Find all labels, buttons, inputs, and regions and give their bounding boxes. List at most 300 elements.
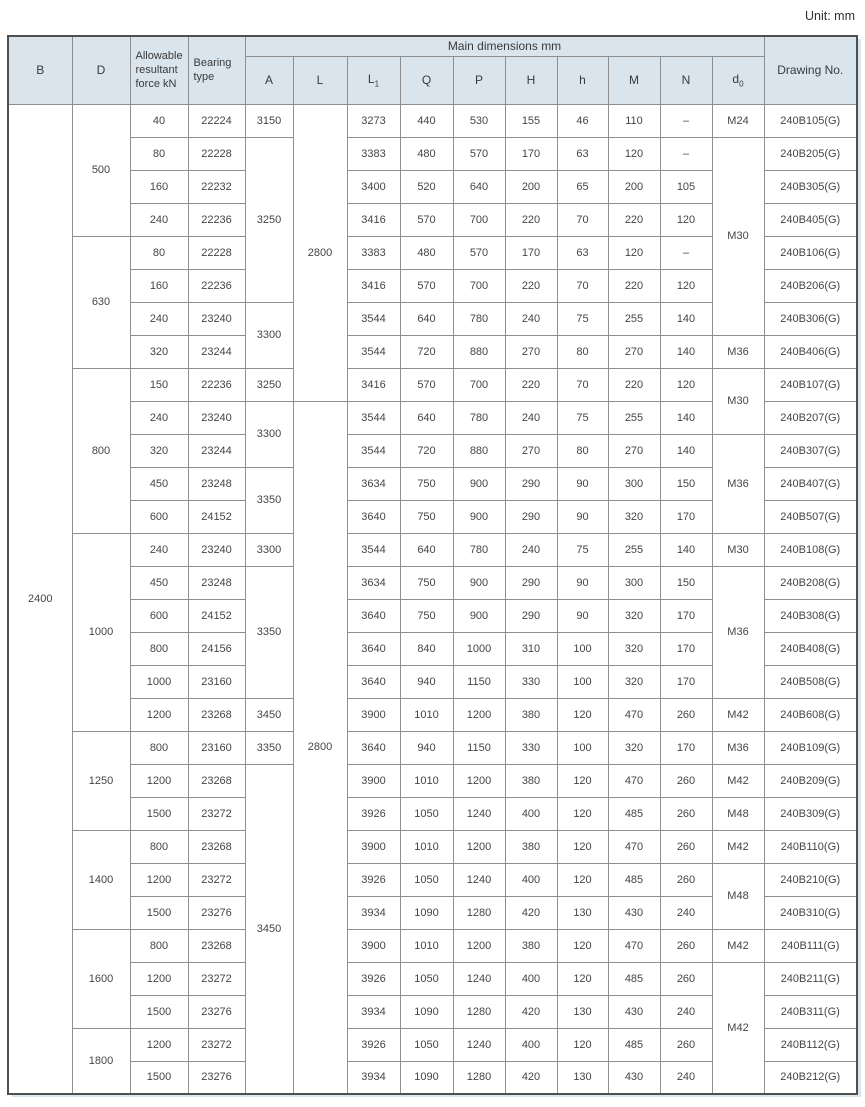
cell-q: 720 bbox=[400, 335, 453, 368]
cell-l1: 3640 bbox=[347, 599, 400, 632]
cell-d: 630 bbox=[72, 236, 130, 368]
cell-m: 320 bbox=[608, 599, 660, 632]
cell-n: 240 bbox=[660, 1061, 712, 1094]
cell-h-lower: 100 bbox=[557, 665, 608, 698]
cell-h-upper: 200 bbox=[505, 170, 557, 203]
cell-d0: M36 bbox=[712, 434, 764, 533]
cell-bearing-type: 23268 bbox=[188, 764, 245, 797]
cell-h-upper: 220 bbox=[505, 368, 557, 401]
cell-drawing-no: 240B105(G) bbox=[764, 104, 857, 137]
cell-h-upper: 270 bbox=[505, 434, 557, 467]
cell-a: 3300 bbox=[245, 302, 293, 368]
cell-l1: 3934 bbox=[347, 1061, 400, 1094]
col-header-drawing-no: Drawing No. bbox=[764, 36, 857, 104]
cell-n: 260 bbox=[660, 929, 712, 962]
col-header-h: H bbox=[505, 56, 557, 104]
cell-force: 1500 bbox=[130, 797, 188, 830]
cell-drawing-no: 240B507(G) bbox=[764, 500, 857, 533]
cell-h-lower: 120 bbox=[557, 797, 608, 830]
cell-m: 430 bbox=[608, 1061, 660, 1094]
cell-force: 240 bbox=[130, 302, 188, 335]
table-row bbox=[8, 863, 857, 896]
cell-d0: M36 bbox=[712, 731, 764, 764]
cell-h-lower: 120 bbox=[557, 929, 608, 962]
cell-h-upper: 240 bbox=[505, 401, 557, 434]
cell-n: 260 bbox=[660, 698, 712, 731]
table-header bbox=[8, 36, 857, 104]
table-row bbox=[8, 731, 857, 764]
cell-drawing-no: 240B309(G) bbox=[764, 797, 857, 830]
cell-h-lower: 46 bbox=[557, 104, 608, 137]
cell-h-upper: 170 bbox=[505, 137, 557, 170]
table-row bbox=[8, 368, 857, 401]
table-row bbox=[8, 797, 857, 830]
cell-force: 1000 bbox=[130, 665, 188, 698]
col-header-b: B bbox=[8, 36, 72, 104]
cell-l1: 3544 bbox=[347, 533, 400, 566]
table-row bbox=[8, 104, 857, 137]
cell-q: 480 bbox=[400, 236, 453, 269]
cell-h-upper: 290 bbox=[505, 467, 557, 500]
cell-drawing-no: 240B305(G) bbox=[764, 170, 857, 203]
cell-bearing-type: 22236 bbox=[188, 269, 245, 302]
cell-p: 1150 bbox=[453, 665, 505, 698]
cell-drawing-no: 240B310(G) bbox=[764, 896, 857, 929]
cell-p: 570 bbox=[453, 236, 505, 269]
cell-n: 120 bbox=[660, 269, 712, 302]
cell-m: 485 bbox=[608, 797, 660, 830]
cell-a: 3250 bbox=[245, 137, 293, 302]
cell-drawing-no: 240B209(G) bbox=[764, 764, 857, 797]
cell-drawing-no: 240B608(G) bbox=[764, 698, 857, 731]
cell-d0: M42 bbox=[712, 962, 764, 1094]
cell-h-lower: 130 bbox=[557, 1061, 608, 1094]
cell-q: 750 bbox=[400, 467, 453, 500]
cell-h-upper: 380 bbox=[505, 764, 557, 797]
cell-n: 140 bbox=[660, 335, 712, 368]
cell-h-upper: 400 bbox=[505, 1028, 557, 1061]
cell-n: 140 bbox=[660, 302, 712, 335]
cell-q: 1050 bbox=[400, 962, 453, 995]
cell-drawing-no: 240B111(G) bbox=[764, 929, 857, 962]
cell-m: 470 bbox=[608, 929, 660, 962]
cell-q: 1010 bbox=[400, 929, 453, 962]
cell-p: 780 bbox=[453, 302, 505, 335]
cell-l: 2800 bbox=[293, 401, 347, 1094]
cell-m: 300 bbox=[608, 467, 660, 500]
cell-bearing-type: 23244 bbox=[188, 434, 245, 467]
table-body bbox=[8, 104, 857, 1094]
col-header-m: M bbox=[608, 56, 660, 104]
cell-n: – bbox=[660, 104, 712, 137]
col-header-d0: $d_0$ bbox=[712, 56, 764, 104]
cell-m: 200 bbox=[608, 170, 660, 203]
cell-p: 570 bbox=[453, 137, 505, 170]
cell-h-upper: 330 bbox=[505, 731, 557, 764]
cell-q: 1090 bbox=[400, 995, 453, 1028]
cell-h-upper: 420 bbox=[505, 995, 557, 1028]
cell-drawing-no: 240B306(G) bbox=[764, 302, 857, 335]
table-row bbox=[8, 137, 857, 170]
cell-h-upper: 240 bbox=[505, 302, 557, 335]
cell-h-lower: 120 bbox=[557, 863, 608, 896]
cell-q: 750 bbox=[400, 599, 453, 632]
cell-force: 1200 bbox=[130, 764, 188, 797]
cell-force: 1200 bbox=[130, 698, 188, 731]
cell-force: 240 bbox=[130, 533, 188, 566]
cell-p: 530 bbox=[453, 104, 505, 137]
cell-p: 1150 bbox=[453, 731, 505, 764]
cell-p: 1280 bbox=[453, 896, 505, 929]
cell-d: 1600 bbox=[72, 929, 130, 1028]
cell-l1: 3544 bbox=[347, 302, 400, 335]
cell-drawing-no: 240B109(G) bbox=[764, 731, 857, 764]
cell-l1: 3900 bbox=[347, 830, 400, 863]
cell-l1: 3544 bbox=[347, 434, 400, 467]
cell-drawing-no: 240B307(G) bbox=[764, 434, 857, 467]
cell-p: 1280 bbox=[453, 1061, 505, 1094]
cell-d: 1400 bbox=[72, 830, 130, 929]
unit-label: Unit: mm bbox=[805, 9, 855, 23]
col-header-l1: $L_1$ bbox=[347, 56, 400, 104]
cell-q: 570 bbox=[400, 368, 453, 401]
cell-d0: M36 bbox=[712, 335, 764, 368]
cell-m: 255 bbox=[608, 302, 660, 335]
cell-drawing-no: 240B206(G) bbox=[764, 269, 857, 302]
cell-n: 140 bbox=[660, 533, 712, 566]
cell-force: 450 bbox=[130, 566, 188, 599]
cell-bearing-type: 24156 bbox=[188, 632, 245, 665]
cell-m: 320 bbox=[608, 632, 660, 665]
cell-p: 1240 bbox=[453, 962, 505, 995]
table-row bbox=[8, 434, 857, 467]
cell-p: 1200 bbox=[453, 830, 505, 863]
cell-h-lower: 120 bbox=[557, 962, 608, 995]
cell-l1: 3400 bbox=[347, 170, 400, 203]
cell-h-upper: 310 bbox=[505, 632, 557, 665]
cell-n: 170 bbox=[660, 599, 712, 632]
cell-d: 1000 bbox=[72, 533, 130, 731]
cell-q: 520 bbox=[400, 170, 453, 203]
cell-force: 800 bbox=[130, 731, 188, 764]
table-row bbox=[8, 335, 857, 368]
cell-drawing-no: 240B208(G) bbox=[764, 566, 857, 599]
cell-a: 3150 bbox=[245, 104, 293, 137]
cell-l1: 3900 bbox=[347, 764, 400, 797]
cell-m: 485 bbox=[608, 962, 660, 995]
cell-n: 260 bbox=[660, 830, 712, 863]
cell-drawing-no: 240B107(G) bbox=[764, 368, 857, 401]
cell-h-lower: 90 bbox=[557, 566, 608, 599]
cell-bearing-type: 23160 bbox=[188, 731, 245, 764]
cell-n: 260 bbox=[660, 797, 712, 830]
bearing-dimensions-table bbox=[7, 35, 858, 1095]
cell-h-lower: 120 bbox=[557, 830, 608, 863]
cell-q: 440 bbox=[400, 104, 453, 137]
cell-drawing-no: 240B205(G) bbox=[764, 137, 857, 170]
cell-q: 940 bbox=[400, 731, 453, 764]
cell-bearing-type: 23248 bbox=[188, 566, 245, 599]
cell-h-upper: 290 bbox=[505, 500, 557, 533]
cell-bearing-type: 22228 bbox=[188, 236, 245, 269]
cell-p: 1200 bbox=[453, 929, 505, 962]
cell-force: 1500 bbox=[130, 896, 188, 929]
cell-bearing-type: 23272 bbox=[188, 962, 245, 995]
cell-h-lower: 120 bbox=[557, 698, 608, 731]
col-header-main-dimensions: Main dimensions mm bbox=[245, 36, 764, 56]
cell-p: 700 bbox=[453, 269, 505, 302]
cell-bearing-type: 23160 bbox=[188, 665, 245, 698]
cell-h-upper: 420 bbox=[505, 1061, 557, 1094]
cell-d0: M42 bbox=[712, 830, 764, 863]
cell-bearing-type: 23272 bbox=[188, 863, 245, 896]
cell-h-lower: 75 bbox=[557, 401, 608, 434]
cell-d0: M30 bbox=[712, 533, 764, 566]
cell-q: 1050 bbox=[400, 797, 453, 830]
cell-force: 450 bbox=[130, 467, 188, 500]
cell-n: – bbox=[660, 137, 712, 170]
cell-force: 240 bbox=[130, 401, 188, 434]
cell-m: 270 bbox=[608, 335, 660, 368]
cell-h-upper: 170 bbox=[505, 236, 557, 269]
cell-h-lower: 130 bbox=[557, 995, 608, 1028]
cell-force: 320 bbox=[130, 434, 188, 467]
cell-m: 110 bbox=[608, 104, 660, 137]
cell-m: 220 bbox=[608, 203, 660, 236]
cell-drawing-no: 240B508(G) bbox=[764, 665, 857, 698]
cell-n: 260 bbox=[660, 1028, 712, 1061]
cell-m: 255 bbox=[608, 401, 660, 434]
col-header-q: Q bbox=[400, 56, 453, 104]
cell-bearing-type: 22236 bbox=[188, 368, 245, 401]
cell-d0: M42 bbox=[712, 698, 764, 731]
cell-h-upper: 400 bbox=[505, 797, 557, 830]
cell-bearing-type: 23268 bbox=[188, 830, 245, 863]
cell-h-lower: 70 bbox=[557, 368, 608, 401]
cell-drawing-no: 240B106(G) bbox=[764, 236, 857, 269]
cell-n: 150 bbox=[660, 467, 712, 500]
cell-n: – bbox=[660, 236, 712, 269]
table-row bbox=[8, 764, 857, 797]
cell-p: 880 bbox=[453, 434, 505, 467]
cell-d: 1250 bbox=[72, 731, 130, 830]
cell-bearing-type: 23276 bbox=[188, 995, 245, 1028]
cell-h-lower: 65 bbox=[557, 170, 608, 203]
cell-q: 1050 bbox=[400, 1028, 453, 1061]
cell-p: 1240 bbox=[453, 1028, 505, 1061]
cell-m: 320 bbox=[608, 731, 660, 764]
cell-p: 780 bbox=[453, 401, 505, 434]
table-row bbox=[8, 830, 857, 863]
cell-m: 120 bbox=[608, 137, 660, 170]
cell-l1: 3926 bbox=[347, 797, 400, 830]
cell-force: 160 bbox=[130, 269, 188, 302]
cell-l1: 3634 bbox=[347, 566, 400, 599]
cell-a: 3350 bbox=[245, 467, 293, 533]
cell-m: 220 bbox=[608, 269, 660, 302]
cell-m: 220 bbox=[608, 368, 660, 401]
cell-force: 600 bbox=[130, 599, 188, 632]
cell-h-upper: 380 bbox=[505, 830, 557, 863]
cell-l1: 3416 bbox=[347, 203, 400, 236]
cell-d: 500 bbox=[72, 104, 130, 236]
cell-q: 940 bbox=[400, 665, 453, 698]
cell-drawing-no: 240B405(G) bbox=[764, 203, 857, 236]
cell-force: 150 bbox=[130, 368, 188, 401]
cell-h-upper: 220 bbox=[505, 203, 557, 236]
cell-n: 240 bbox=[660, 896, 712, 929]
col-header-h: h bbox=[557, 56, 608, 104]
cell-q: 750 bbox=[400, 500, 453, 533]
cell-drawing-no: 240B408(G) bbox=[764, 632, 857, 665]
cell-h-lower: 75 bbox=[557, 533, 608, 566]
cell-l1: 3416 bbox=[347, 269, 400, 302]
table-row bbox=[8, 698, 857, 731]
cell-h-lower: 63 bbox=[557, 137, 608, 170]
cell-force: 160 bbox=[130, 170, 188, 203]
cell-bearing-type: 23272 bbox=[188, 797, 245, 830]
cell-bearing-type: 24152 bbox=[188, 599, 245, 632]
cell-force: 80 bbox=[130, 236, 188, 269]
cell-a: 3300 bbox=[245, 533, 293, 566]
cell-n: 170 bbox=[660, 500, 712, 533]
cell-h-lower: 90 bbox=[557, 500, 608, 533]
cell-bearing-type: 23240 bbox=[188, 401, 245, 434]
cell-l1: 3640 bbox=[347, 632, 400, 665]
cell-p: 900 bbox=[453, 599, 505, 632]
col-header-bearing-type: Bearing type bbox=[188, 36, 245, 104]
cell-p: 900 bbox=[453, 467, 505, 500]
cell-p: 1200 bbox=[453, 698, 505, 731]
cell-q: 750 bbox=[400, 566, 453, 599]
cell-drawing-no: 240B311(G) bbox=[764, 995, 857, 1028]
cell-drawing-no: 240B211(G) bbox=[764, 962, 857, 995]
cell-p: 780 bbox=[453, 533, 505, 566]
cell-d0: M30 bbox=[712, 137, 764, 335]
cell-a: 3450 bbox=[245, 698, 293, 731]
cell-h-upper: 400 bbox=[505, 962, 557, 995]
cell-h-lower: 70 bbox=[557, 203, 608, 236]
cell-p: 880 bbox=[453, 335, 505, 368]
cell-h-lower: 90 bbox=[557, 599, 608, 632]
cell-n: 170 bbox=[660, 665, 712, 698]
cell-drawing-no: 240B308(G) bbox=[764, 599, 857, 632]
cell-a: 3250 bbox=[245, 368, 293, 401]
cell-h-lower: 63 bbox=[557, 236, 608, 269]
cell-force: 320 bbox=[130, 335, 188, 368]
cell-b: 2400 bbox=[8, 104, 72, 1094]
cell-n: 105 bbox=[660, 170, 712, 203]
cell-p: 700 bbox=[453, 203, 505, 236]
cell-force: 800 bbox=[130, 632, 188, 665]
cell-h-lower: 100 bbox=[557, 632, 608, 665]
cell-q: 640 bbox=[400, 533, 453, 566]
cell-bearing-type: 23268 bbox=[188, 698, 245, 731]
cell-p: 1240 bbox=[453, 863, 505, 896]
cell-n: 260 bbox=[660, 962, 712, 995]
cell-h-upper: 380 bbox=[505, 698, 557, 731]
cell-l1: 3926 bbox=[347, 863, 400, 896]
cell-force: 1200 bbox=[130, 962, 188, 995]
cell-force: 1500 bbox=[130, 1061, 188, 1094]
cell-a: 3350 bbox=[245, 566, 293, 698]
cell-m: 270 bbox=[608, 434, 660, 467]
col-header-d: D bbox=[72, 36, 130, 104]
cell-n: 240 bbox=[660, 995, 712, 1028]
cell-h-lower: 80 bbox=[557, 335, 608, 368]
table-row bbox=[8, 533, 857, 566]
cell-q: 1010 bbox=[400, 698, 453, 731]
cell-n: 120 bbox=[660, 203, 712, 236]
cell-force: 80 bbox=[130, 137, 188, 170]
cell-l1: 3640 bbox=[347, 500, 400, 533]
cell-d0: M42 bbox=[712, 764, 764, 797]
cell-drawing-no: 240B406(G) bbox=[764, 335, 857, 368]
table-row bbox=[8, 929, 857, 962]
cell-l: 2800 bbox=[293, 104, 347, 401]
cell-l1: 3926 bbox=[347, 1028, 400, 1061]
cell-h-lower: 70 bbox=[557, 269, 608, 302]
cell-q: 480 bbox=[400, 137, 453, 170]
cell-force: 800 bbox=[130, 830, 188, 863]
cell-drawing-no: 240B210(G) bbox=[764, 863, 857, 896]
cell-q: 720 bbox=[400, 434, 453, 467]
cell-h-upper: 155 bbox=[505, 104, 557, 137]
col-header-a: A bbox=[245, 56, 293, 104]
cell-q: 640 bbox=[400, 401, 453, 434]
cell-q: 640 bbox=[400, 302, 453, 335]
cell-bearing-type: 23244 bbox=[188, 335, 245, 368]
cell-m: 255 bbox=[608, 533, 660, 566]
cell-p: 900 bbox=[453, 500, 505, 533]
cell-q: 840 bbox=[400, 632, 453, 665]
cell-m: 430 bbox=[608, 995, 660, 1028]
cell-a: 3450 bbox=[245, 764, 293, 1094]
cell-force: 240 bbox=[130, 203, 188, 236]
cell-h-upper: 220 bbox=[505, 269, 557, 302]
cell-l1: 3900 bbox=[347, 929, 400, 962]
cell-l1: 3640 bbox=[347, 665, 400, 698]
cell-n: 170 bbox=[660, 632, 712, 665]
cell-drawing-no: 240B108(G) bbox=[764, 533, 857, 566]
cell-m: 320 bbox=[608, 665, 660, 698]
cell-p: 640 bbox=[453, 170, 505, 203]
cell-l1: 3926 bbox=[347, 962, 400, 995]
cell-n: 140 bbox=[660, 434, 712, 467]
cell-bearing-type: 23268 bbox=[188, 929, 245, 962]
cell-bearing-type: 23276 bbox=[188, 1061, 245, 1094]
cell-p: 1000 bbox=[453, 632, 505, 665]
cell-d: 800 bbox=[72, 368, 130, 533]
cell-m: 470 bbox=[608, 698, 660, 731]
cell-h-upper: 290 bbox=[505, 599, 557, 632]
cell-a: 3300 bbox=[245, 401, 293, 467]
cell-h-lower: 80 bbox=[557, 434, 608, 467]
cell-bearing-type: 22232 bbox=[188, 170, 245, 203]
cell-q: 1010 bbox=[400, 764, 453, 797]
cell-bearing-type: 23272 bbox=[188, 1028, 245, 1061]
cell-l1: 3634 bbox=[347, 467, 400, 500]
cell-bearing-type: 22224 bbox=[188, 104, 245, 137]
cell-h-upper: 380 bbox=[505, 929, 557, 962]
cell-h-lower: 120 bbox=[557, 764, 608, 797]
cell-p: 700 bbox=[453, 368, 505, 401]
cell-bearing-type: 22236 bbox=[188, 203, 245, 236]
cell-drawing-no: 240B112(G) bbox=[764, 1028, 857, 1061]
cell-d0: M24 bbox=[712, 104, 764, 137]
cell-q: 570 bbox=[400, 203, 453, 236]
cell-force: 1200 bbox=[130, 863, 188, 896]
